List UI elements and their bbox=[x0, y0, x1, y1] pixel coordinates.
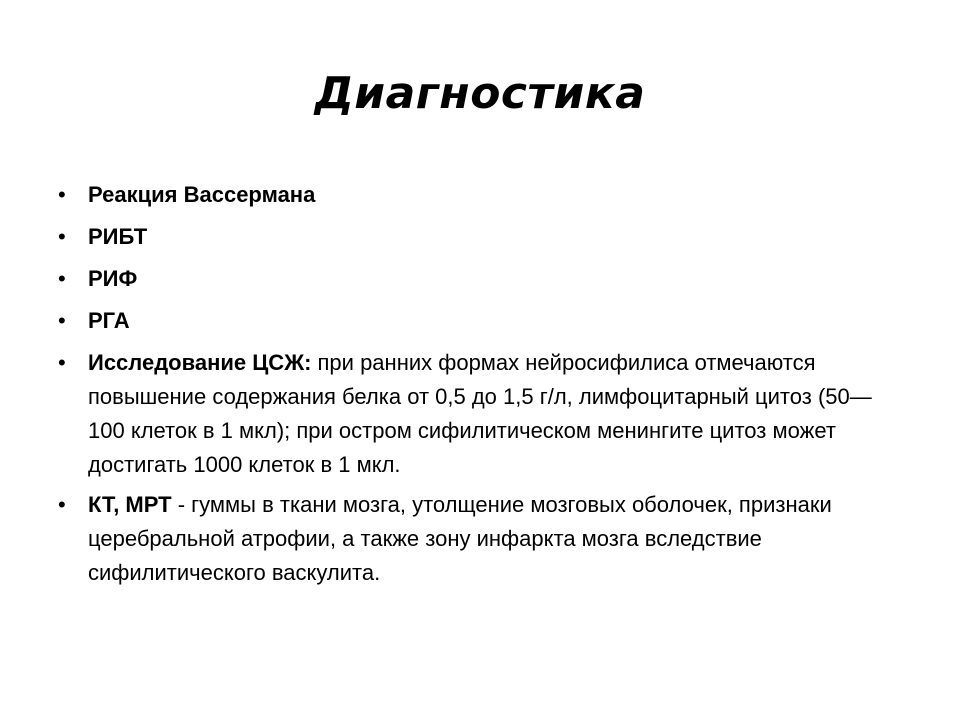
list-item-text: - гуммы в ткани мозга, утолщение мозговых оболочек, признаки церебральной атрофии, а также зону инфаркта мозга вследствие сифилитического васкулита. bbox=[88, 492, 832, 585]
list-item-bold-text: РГА bbox=[88, 308, 130, 333]
list-item-bold-text: РИБТ bbox=[88, 224, 148, 249]
list-item bbox=[58, 304, 908, 338]
list-item-text: при ранних формах нейросифилиса отмечаются повышение содержания белка от 0,5 до 1,5 г/л, лимфоцитарный цитоз (50—100 клеток в 1 мкл); при остром сифилитическом менингите цитоз может достигать 1000 клеток в 1 мкл. bbox=[88, 350, 872, 477]
list-item bbox=[58, 220, 908, 254]
list-item-bold-text: КТ, МРТ bbox=[88, 492, 172, 517]
slide-title: Диагностика bbox=[314, 68, 646, 119]
list-item-bold-text: Исследование ЦСЖ: bbox=[88, 350, 312, 375]
list-item bbox=[58, 346, 908, 482]
bullet-icon: • bbox=[58, 350, 66, 375]
list-item bbox=[58, 262, 908, 296]
bullet-icon: • bbox=[58, 182, 66, 207]
list-item bbox=[58, 488, 908, 590]
list-item-bold-text: РИФ bbox=[88, 266, 138, 291]
bullet-list bbox=[58, 178, 908, 596]
bullet-icon: • bbox=[58, 224, 66, 249]
bullet-icon: • bbox=[58, 266, 66, 291]
list-item-bold-text: Реакция Вассермана bbox=[88, 182, 316, 207]
bullet-icon: • bbox=[58, 308, 66, 333]
bullet-icon: • bbox=[58, 492, 66, 517]
list-item bbox=[58, 178, 908, 212]
